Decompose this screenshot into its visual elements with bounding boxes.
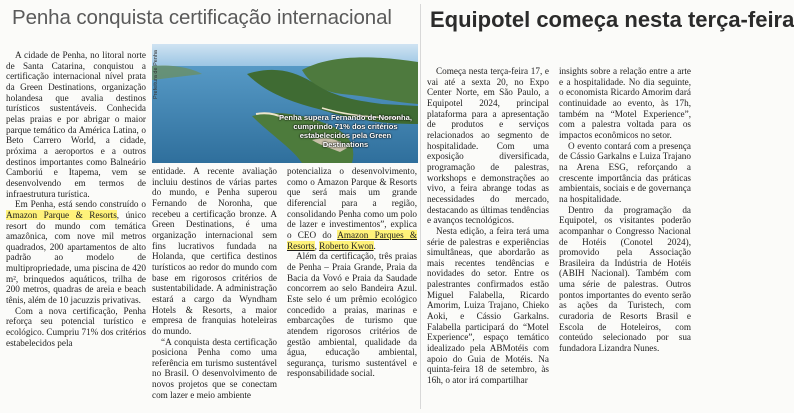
left-article-col2	[152, 166, 277, 400]
paragraph: Em Penha, está sendo construído o Amazon Parque & Resorts, único resort do mundo com temática amazônica, com nove mil metros quadrados, 200 apartamentos de alto padrão ao modelo de multipropriedade, uma piscina de 420 m², brinquedos aquáticos, trilha de 200 metros, quadras de areia e beach tênis, além de 10 jacuzzis privativas.	[6, 199, 146, 306]
photo-caption: Penha supera Fernando de Noronha, cumprindo 71% dos critérios estabelecidos pela Green Destinations	[279, 113, 412, 149]
photo-credit: Prefeitura de Penha	[153, 50, 159, 99]
paragraph: insights sobre a relação entre a arte e a hospitalidade. No dia seguinte, o economista Ricardo Amorim dará continuidade ao evento, às 17h, também na “Motel Experience”, com a palestra voltada para os impactos econômicos no setor.	[559, 66, 691, 140]
left-article-col1	[6, 50, 146, 348]
column-divider	[420, 4, 421, 409]
paragraph: Com a nova certificação, Penha reforça seu potencial turístico e ecológico. Cumpriu 71% dos critérios estabelecidos pela	[6, 305, 146, 348]
paragraph: entidade. A recente avaliação incluiu destinos de várias partes do mundo, e Penha superou Fernando de Noronha, que recebeu a certificação bronze. A Green Destinations, é uma organização internacional sem fins lucrativos fundada na Holanda, que certifica destinos turísticos ao redor do mundo com base em rigorosos critérios de sustentabilidade. A administração estará a cargo da Wyndham Hotels & Resorts, a maior empresa de franquias hoteleiras do mundo.	[152, 166, 277, 336]
paragraph: A cidade de Penha, no litoral norte de Santa Catarina, conquistou a certificação internacional nível prata da Green Destinations, organização holandesa que avalia destinos turísticos sustentáveis. Conhecida pelas praias e por abrigar o maior parque temático da América Latina, o Beto Carrero World, a cidade, próxima a aeroportos e a outros destinos importantes como Balneário Camboriú e Itapema, vem se desenvolvendo em termos de infraestrutura turística.	[6, 50, 146, 199]
right-headline: Equipotel começa nesta terça-feira	[430, 7, 794, 32]
highlight-amazon-parques-resorts: Amazon Parques & Resorts	[287, 229, 418, 251]
paragraph: Além da certificação, três praias de Penha – Praia Grande, Praia da Bacia da Vovó e Praia da Saudade concorrem ao selo Bandeira Azul. Este selo é um prêmio ecológico concedido a praias, marinas e embarcações de turismo que atendem rigorosos critérios de gestão ambiental, qualidade da água, educação ambiental, segurança, turismo sustentável e responsabilidade social.	[287, 251, 417, 379]
paragraph: Nesta edição, a feira terá uma série de palestras e experiências simultâneas, que abordarão as mais recentes tendências e novidades do setor. Entre os palestrantes confirmados estão Miguel Falabella, Ricardo Amorim, Luiza Trajano, Chieko Aoki, e Cássio Garkalns. Falabella participará do “Motel Experience”, espaço temático idealizado pela ABMotéis com apoio do Guia de Motéis. Na quinta-feira 18 de setembro, às 16h, o ator irá compartilhar	[427, 225, 549, 386]
paragraph: potencializa o desenvolvimento, como o Amazon Parque & Resorts que será mais um grande diferencial para a região, consolidando Penha como um polo de lazer e investimentos”, explica o CEO do Amazon Parques & Resorts, Roberto Kwon.	[287, 166, 418, 251]
paragraph: Começa nesta terça-feira 17, e vai até a sexta 20, no Expo Center Norte, em São Paulo, a Equipotel 2024, principal plataforma para a apresentação de produtos e serviços relacionados ao segmento de hospitalidade. Com uma exposição diversificada, programação de palestras, workshops e demonstrações ao vivo, a feira abrange todas as necessidades do mercado, destacando as últimas tendências e avanços tecnológicos.	[427, 66, 549, 226]
left-headline: Penha conquista certificação internacional	[12, 6, 392, 29]
highlight-roberto-kwon: Roberto Kwon	[319, 240, 374, 251]
highlight-amazon-parque: Amazon Parque & Resorts	[6, 209, 117, 220]
left-article-col3	[287, 166, 417, 379]
paragraph: “A conquista desta certificação posiciona Penha como uma referência em turismo sustentável no Brasil. O desenvolvimento de novos projetos que se conectam com lazer e meio ambiente	[152, 336, 277, 400]
paragraph: O evento contará com a presença de Cássio Garkalns e Luiza Trajano na Arena ESG, reforçando a crescente importância das práticas ambientais, sociais e de governança na hospitalidade.	[559, 140, 691, 204]
right-article-col1	[427, 66, 549, 386]
paragraph: Dentro da programação da Equipotel, os visitantes poderão acompanhar o Congresso Nacional de Hotéis (Conotel 2024), promovido pela Associação Brasileira da Indústria de Hotéis (ABIH Nacional). Também com uma série de palestras. Outros pontos importantes do evento serão as ações da Turistech, com curadoria de Resorts Brasil e Escola de Hoteleiros, com conteúdo selecionado por sua fundadora Lizandra Nunes.	[559, 204, 691, 354]
right-article-col2	[559, 66, 691, 354]
